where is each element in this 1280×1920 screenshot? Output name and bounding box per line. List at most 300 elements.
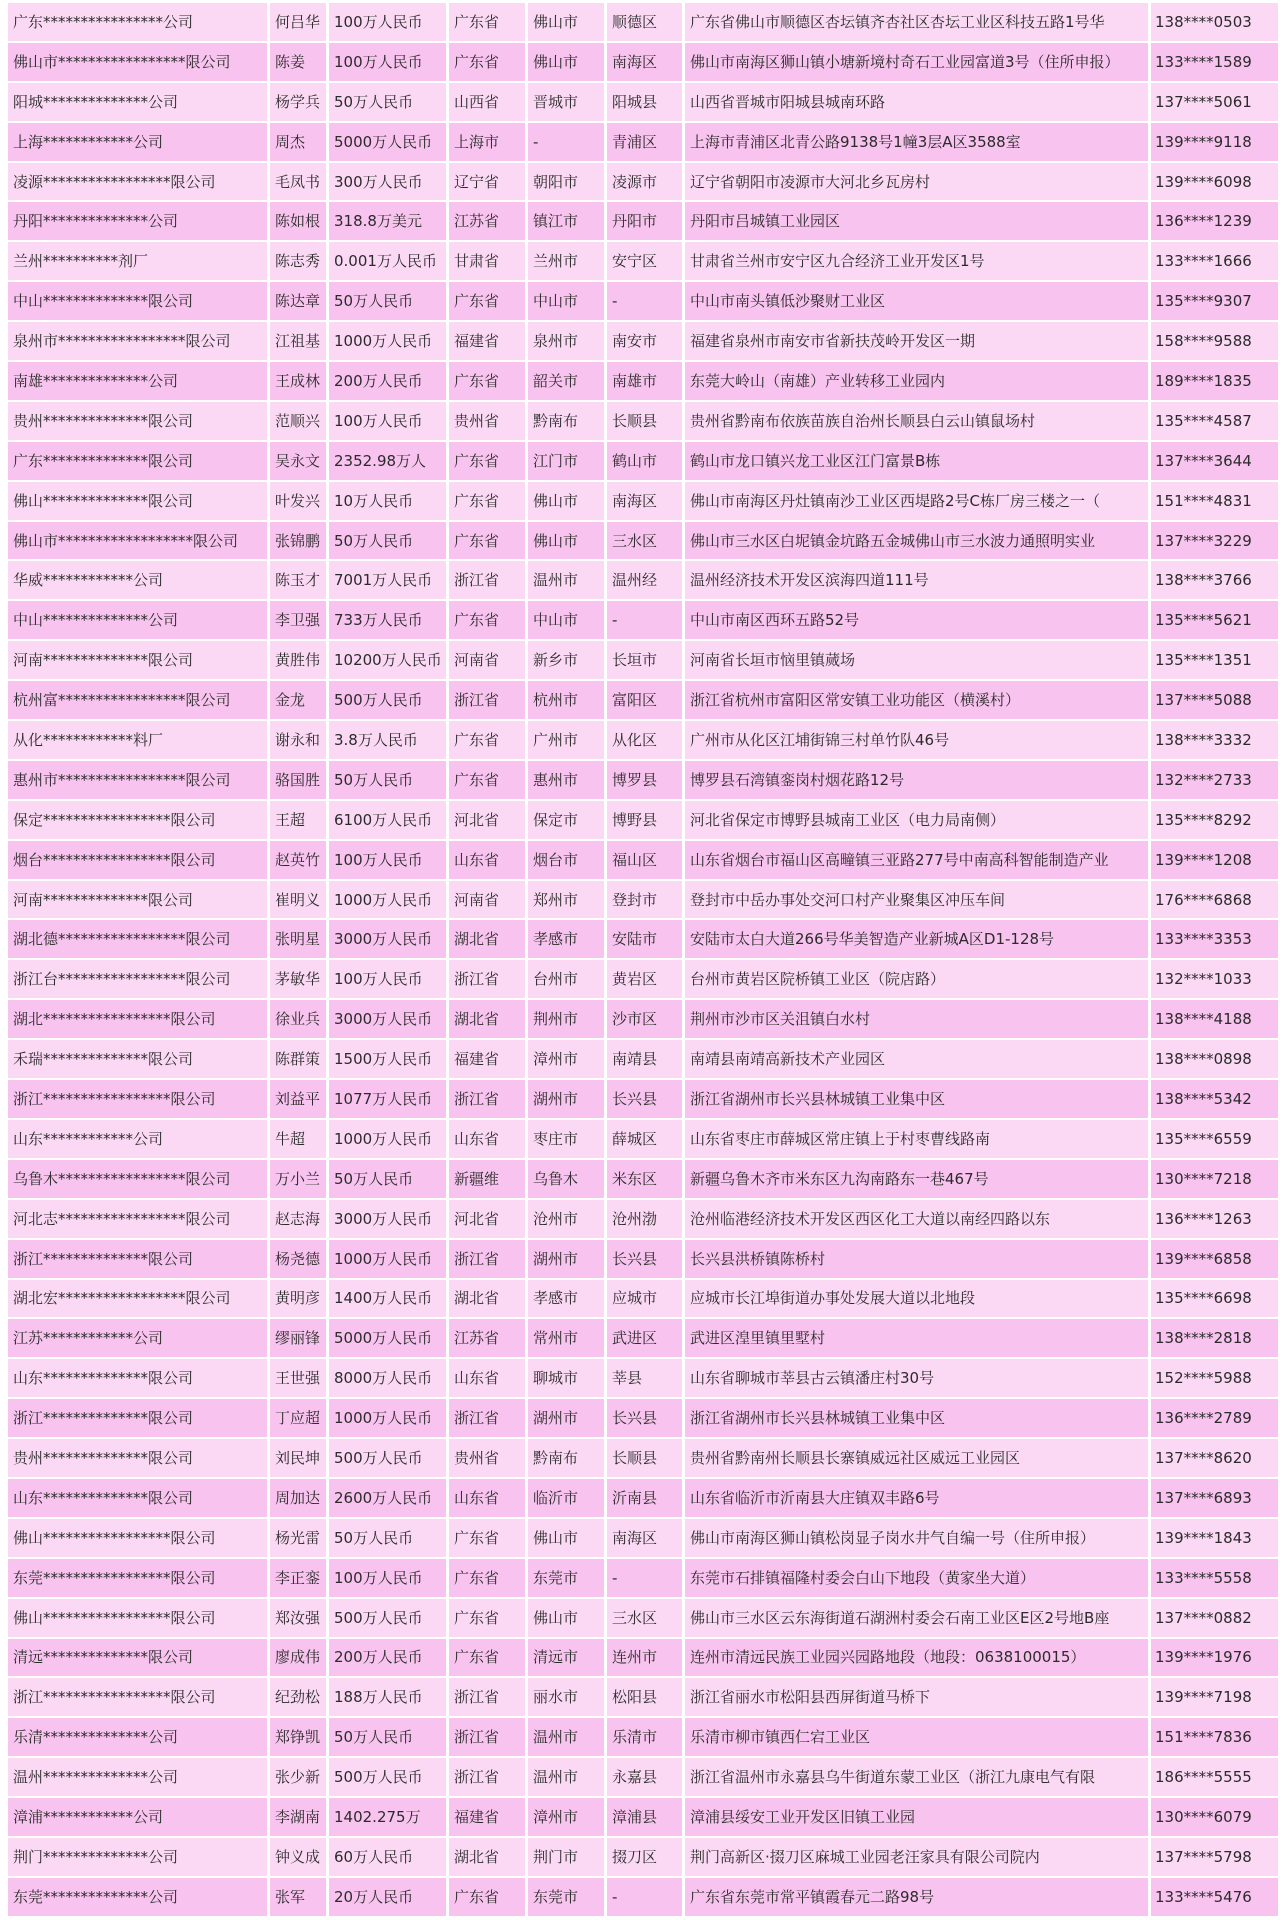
registered-capital-cell: 100万人民币 <box>329 3 446 41</box>
district-cell: 长顺县 <box>607 1439 682 1477</box>
legal-person-cell: 杨尧德 <box>270 1240 326 1278</box>
district-cell: - <box>607 1878 682 1916</box>
legal-person-cell: 赵英竹 <box>270 841 326 879</box>
registered-capital-cell: 1000万人民币 <box>329 322 446 360</box>
table-row <box>8 920 1278 958</box>
company-name-cell: 清远**************限公司 <box>8 1639 267 1677</box>
registered-capital-cell: 10200万人民币 <box>329 641 446 679</box>
phone-cell: 138****4188 <box>1151 1000 1278 1038</box>
district-cell: 丹阳市 <box>607 202 682 240</box>
city-cell: 中山市 <box>528 282 604 320</box>
registered-capital-cell: 5000万人民币 <box>329 123 446 161</box>
phone-cell: 133****1589 <box>1151 43 1278 81</box>
registered-capital-cell: 3000万人民币 <box>329 1200 446 1238</box>
registered-capital-cell: 50万人民币 <box>329 522 446 560</box>
company-name-cell: 中山**************限公司 <box>8 282 267 320</box>
registered-capital-cell: 5000万人民币 <box>329 1319 446 1357</box>
province-cell: 广东省 <box>449 1639 525 1677</box>
district-cell: 温州经 <box>607 561 682 599</box>
table-row <box>8 1479 1278 1517</box>
district-cell: 顺德区 <box>607 3 682 41</box>
phone-cell: 139****1843 <box>1151 1519 1278 1557</box>
district-cell: 应城市 <box>607 1280 682 1318</box>
registered-capital-cell: 500万人民币 <box>329 1758 446 1796</box>
district-cell: 南雄市 <box>607 362 682 400</box>
province-cell: 福建省 <box>449 322 525 360</box>
company-name-cell: 从化************料厂 <box>8 721 267 759</box>
company-name-cell: 山东**************限公司 <box>8 1479 267 1517</box>
table-row <box>8 3 1278 41</box>
registered-capital-cell: 60万人民币 <box>329 1838 446 1876</box>
registered-capital-cell: 1000万人民币 <box>329 1120 446 1158</box>
company-name-cell: 禾瑞**************限公司 <box>8 1040 267 1078</box>
phone-cell: 130****7218 <box>1151 1160 1278 1198</box>
province-cell: 福建省 <box>449 1798 525 1836</box>
legal-person-cell: 王世强 <box>270 1359 326 1397</box>
phone-cell: 137****8620 <box>1151 1439 1278 1477</box>
company-name-cell: 东莞*****************限公司 <box>8 1559 267 1597</box>
registered-capital-cell: 1000万人民币 <box>329 881 446 919</box>
legal-person-cell: 杨学兵 <box>270 83 326 121</box>
address-cell: 佛山市南海区狮山镇小塘新境村奇石工业园富道3号（住所申报） <box>685 43 1148 81</box>
registered-capital-cell: 50万人民币 <box>329 83 446 121</box>
phone-cell: 133****3353 <box>1151 920 1278 958</box>
table-row <box>8 1718 1278 1756</box>
district-cell: 薛城区 <box>607 1120 682 1158</box>
legal-person-cell: 金龙 <box>270 681 326 719</box>
table-row <box>8 1798 1278 1836</box>
province-cell: 贵州省 <box>449 1439 525 1477</box>
table-row <box>8 1280 1278 1318</box>
province-cell: 广东省 <box>449 43 525 81</box>
phone-cell: 139****6858 <box>1151 1240 1278 1278</box>
table-row <box>8 1599 1278 1637</box>
province-cell: 山西省 <box>449 83 525 121</box>
table-row <box>8 1439 1278 1477</box>
company-name-cell: 阳城**************公司 <box>8 83 267 121</box>
address-cell: 丹阳市吕城镇工业园区 <box>685 202 1148 240</box>
company-name-cell: 佛山*****************限公司 <box>8 1519 267 1557</box>
phone-cell: 135****1351 <box>1151 641 1278 679</box>
address-cell: 长兴县洪桥镇陈桥村 <box>685 1240 1148 1278</box>
registered-capital-cell: 50万人民币 <box>329 1519 446 1557</box>
city-cell: 孝感市 <box>528 1280 604 1318</box>
district-cell: 长兴县 <box>607 1399 682 1437</box>
phone-cell: 136****1263 <box>1151 1200 1278 1238</box>
legal-person-cell: 王成林 <box>270 362 326 400</box>
city-cell: 临沂市 <box>528 1479 604 1517</box>
legal-person-cell: 缪丽锋 <box>270 1319 326 1357</box>
phone-cell: 136****2789 <box>1151 1399 1278 1437</box>
table-row <box>8 1160 1278 1198</box>
registered-capital-cell: 733万人民币 <box>329 601 446 639</box>
table-row <box>8 1399 1278 1437</box>
address-cell: 山东省烟台市福山区高疃镇三亚路277号中南高科智能制造产业 <box>685 841 1148 879</box>
legal-person-cell: 王超 <box>270 801 326 839</box>
table-row <box>8 841 1278 879</box>
city-cell: 沧州市 <box>528 1200 604 1238</box>
table-row <box>8 1240 1278 1278</box>
phone-cell: 186****5555 <box>1151 1758 1278 1796</box>
registered-capital-cell: 100万人民币 <box>329 841 446 879</box>
district-cell: 长兴县 <box>607 1080 682 1118</box>
phone-cell: 137****5798 <box>1151 1838 1278 1876</box>
registered-capital-cell: 300万人民币 <box>329 163 446 201</box>
company-table-body <box>8 3 1278 1916</box>
table-row <box>8 601 1278 639</box>
address-cell: 中山市南头镇低沙聚财工业区 <box>685 282 1148 320</box>
district-cell: 松阳县 <box>607 1678 682 1716</box>
phone-cell: 138****3332 <box>1151 721 1278 759</box>
legal-person-cell: 张军 <box>270 1878 326 1916</box>
address-cell: 佛山市南海区丹灶镇南沙工业区西堤路2号C栋厂房三楼之一（ <box>685 482 1148 520</box>
city-cell: 佛山市 <box>528 1599 604 1637</box>
district-cell: 安宁区 <box>607 242 682 280</box>
phone-cell: 139****7198 <box>1151 1678 1278 1716</box>
city-cell: 韶关市 <box>528 362 604 400</box>
province-cell: 浙江省 <box>449 1718 525 1756</box>
company-name-cell: 乐清**************公司 <box>8 1718 267 1756</box>
company-name-cell: 河南**************限公司 <box>8 641 267 679</box>
province-cell: 广东省 <box>449 362 525 400</box>
district-cell: 沧州渤 <box>607 1200 682 1238</box>
address-cell: 广东省佛山市顺德区杏坛镇齐杏社区杏坛工业区科技五路1号华 <box>685 3 1148 41</box>
city-cell: 漳州市 <box>528 1040 604 1078</box>
registered-capital-cell: 1000万人民币 <box>329 1240 446 1278</box>
legal-person-cell: 陈达章 <box>270 282 326 320</box>
phone-cell: 158****9588 <box>1151 322 1278 360</box>
phone-cell: 135****9307 <box>1151 282 1278 320</box>
city-cell: 广州市 <box>528 721 604 759</box>
city-cell: 佛山市 <box>528 1519 604 1557</box>
phone-cell: 133****1666 <box>1151 242 1278 280</box>
province-cell: 广东省 <box>449 1519 525 1557</box>
legal-person-cell: 万小兰 <box>270 1160 326 1198</box>
district-cell: 长顺县 <box>607 402 682 440</box>
district-cell: 博罗县 <box>607 761 682 799</box>
city-cell: 黔南布 <box>528 402 604 440</box>
table-row <box>8 960 1278 998</box>
city-cell: 新乡市 <box>528 641 604 679</box>
phone-cell: 130****6079 <box>1151 1798 1278 1836</box>
phone-cell: 135****5621 <box>1151 601 1278 639</box>
phone-cell: 138****5342 <box>1151 1080 1278 1118</box>
legal-person-cell: 骆国胜 <box>270 761 326 799</box>
company-name-cell: 贵州**************限公司 <box>8 1439 267 1477</box>
phone-cell: 135****4587 <box>1151 402 1278 440</box>
table-row <box>8 1838 1278 1876</box>
registered-capital-cell: 100万人民币 <box>329 1559 446 1597</box>
company-name-cell: 浙江**************限公司 <box>8 1399 267 1437</box>
phone-cell: 138****0898 <box>1151 1040 1278 1078</box>
phone-cell: 135****8292 <box>1151 801 1278 839</box>
city-cell: 晋城市 <box>528 83 604 121</box>
company-name-cell: 湖北德*****************限公司 <box>8 920 267 958</box>
province-cell: 辽宁省 <box>449 163 525 201</box>
registered-capital-cell: 500万人民币 <box>329 1439 446 1477</box>
district-cell: 富阳区 <box>607 681 682 719</box>
city-cell: 枣庄市 <box>528 1120 604 1158</box>
company-name-cell: 佛山*****************限公司 <box>8 1599 267 1637</box>
company-name-cell: 保定*****************限公司 <box>8 801 267 839</box>
legal-person-cell: 周杰 <box>270 123 326 161</box>
company-name-cell: 杭州富*****************限公司 <box>8 681 267 719</box>
registered-capital-cell: 3.8万人民币 <box>329 721 446 759</box>
address-cell: 应城市长江埠街道办事处发展大道以北地段 <box>685 1280 1148 1318</box>
district-cell: - <box>607 601 682 639</box>
registered-capital-cell: 6100万人民币 <box>329 801 446 839</box>
district-cell: 青浦区 <box>607 123 682 161</box>
legal-person-cell: 何吕华 <box>270 3 326 41</box>
phone-cell: 136****1239 <box>1151 202 1278 240</box>
province-cell: 河南省 <box>449 881 525 919</box>
table-row <box>8 522 1278 560</box>
address-cell: 福建省泉州市南安市省新扶茂岭开发区一期 <box>685 322 1148 360</box>
district-cell: - <box>607 282 682 320</box>
company-name-cell: 广东**************限公司 <box>8 442 267 480</box>
address-cell: 温州经济技术开发区滨海四道111号 <box>685 561 1148 599</box>
company-name-cell: 漳浦************公司 <box>8 1798 267 1836</box>
district-cell: 掇刀区 <box>607 1838 682 1876</box>
company-name-cell: 河北志*****************限公司 <box>8 1200 267 1238</box>
address-cell: 河南省长垣市恼里镇蒇场 <box>685 641 1148 679</box>
city-cell: 郑州市 <box>528 881 604 919</box>
phone-cell: 132****2733 <box>1151 761 1278 799</box>
province-cell: 山东省 <box>449 1120 525 1158</box>
district-cell: 南海区 <box>607 43 682 81</box>
district-cell: 南靖县 <box>607 1040 682 1078</box>
address-cell: 佛山市三水区云东海街道石湖洲村委会石南工业区E区2号地B座 <box>685 1599 1148 1637</box>
company-name-cell: 佛山**************限公司 <box>8 482 267 520</box>
table-row <box>8 1319 1278 1357</box>
legal-person-cell: 黄明彦 <box>270 1280 326 1318</box>
company-name-cell: 上海************公司 <box>8 123 267 161</box>
registered-capital-cell: 0.001万人民币 <box>329 242 446 280</box>
city-cell: 温州市 <box>528 1758 604 1796</box>
table-row <box>8 242 1278 280</box>
province-cell: 江苏省 <box>449 202 525 240</box>
province-cell: 甘肃省 <box>449 242 525 280</box>
company-name-cell: 湖北*****************限公司 <box>8 1000 267 1038</box>
registered-capital-cell: 50万人民币 <box>329 282 446 320</box>
table-row <box>8 881 1278 919</box>
phone-cell: 139****1976 <box>1151 1639 1278 1677</box>
table-row <box>8 202 1278 240</box>
address-cell: 博罗县石湾镇銮岗村烟花路12号 <box>685 761 1148 799</box>
company-name-cell: 浙江*****************限公司 <box>8 1678 267 1716</box>
legal-person-cell: 杨光雷 <box>270 1519 326 1557</box>
phone-cell: 151****4831 <box>1151 482 1278 520</box>
province-cell: 浙江省 <box>449 1240 525 1278</box>
province-cell: 广东省 <box>449 282 525 320</box>
city-cell: 东莞市 <box>528 1559 604 1597</box>
company-name-cell: 乌鲁木*****************限公司 <box>8 1160 267 1198</box>
legal-person-cell: 李正銮 <box>270 1559 326 1597</box>
company-name-cell: 兰州**********剂厂 <box>8 242 267 280</box>
legal-person-cell: 黄胜伟 <box>270 641 326 679</box>
company-name-cell: 佛山市*****************限公司 <box>8 43 267 81</box>
district-cell: 从化区 <box>607 721 682 759</box>
table-row <box>8 1359 1278 1397</box>
company-name-cell: 丹阳**************公司 <box>8 202 267 240</box>
province-cell: 福建省 <box>449 1040 525 1078</box>
legal-person-cell: 江祖基 <box>270 322 326 360</box>
phone-cell: 137****6893 <box>1151 1479 1278 1517</box>
legal-person-cell: 毛凤书 <box>270 163 326 201</box>
district-cell: 乐清市 <box>607 1718 682 1756</box>
registered-capital-cell: 50万人民币 <box>329 1718 446 1756</box>
table-row <box>8 1878 1278 1916</box>
phone-cell: 135****6559 <box>1151 1120 1278 1158</box>
address-cell: 河北省保定市博野县城南工业区（电力局南侧） <box>685 801 1148 839</box>
company-name-cell: 中山**************公司 <box>8 601 267 639</box>
province-cell: 河南省 <box>449 641 525 679</box>
city-cell: 惠州市 <box>528 761 604 799</box>
province-cell: 新疆维 <box>449 1160 525 1198</box>
table-row <box>8 83 1278 121</box>
city-cell: 湖州市 <box>528 1399 604 1437</box>
table-row <box>8 561 1278 599</box>
city-cell: 杭州市 <box>528 681 604 719</box>
registered-capital-cell: 200万人民币 <box>329 362 446 400</box>
city-cell: 乌鲁木 <box>528 1160 604 1198</box>
address-cell: 东莞大岭山（南雄）产业转移工业园内 <box>685 362 1148 400</box>
legal-person-cell: 陈如根 <box>270 202 326 240</box>
province-cell: 浙江省 <box>449 1080 525 1118</box>
company-name-cell: 南雄**************公司 <box>8 362 267 400</box>
registered-capital-cell: 500万人民币 <box>329 1599 446 1637</box>
city-cell: 东莞市 <box>528 1878 604 1916</box>
table-row <box>8 362 1278 400</box>
legal-person-cell: 刘民坤 <box>270 1439 326 1477</box>
city-cell: 清远市 <box>528 1639 604 1677</box>
company-name-cell: 惠州市*****************限公司 <box>8 761 267 799</box>
company-name-cell: 浙江*****************限公司 <box>8 1080 267 1118</box>
province-cell: 浙江省 <box>449 561 525 599</box>
company-name-cell: 泉州市*****************限公司 <box>8 322 267 360</box>
district-cell: 博野县 <box>607 801 682 839</box>
legal-person-cell: 张少新 <box>270 1758 326 1796</box>
phone-cell: 135****6698 <box>1151 1280 1278 1318</box>
address-cell: 浙江省杭州市富阳区常安镇工业功能区（横溪村） <box>685 681 1148 719</box>
district-cell: 连州市 <box>607 1639 682 1677</box>
province-cell: 山东省 <box>449 1479 525 1517</box>
legal-person-cell: 陈姜 <box>270 43 326 81</box>
province-cell: 山东省 <box>449 841 525 879</box>
address-cell: 安陆市太白大道266号华美智造产业新城A区D1-128号 <box>685 920 1148 958</box>
legal-person-cell: 李湖南 <box>270 1798 326 1836</box>
phone-cell: 138****3766 <box>1151 561 1278 599</box>
table-row <box>8 1678 1278 1716</box>
address-cell: 上海市青浦区北青公路9138号1幢3层A区3588室 <box>685 123 1148 161</box>
province-cell: 河北省 <box>449 801 525 839</box>
company-name-cell: 浙江台*****************限公司 <box>8 960 267 998</box>
province-cell: 河北省 <box>449 1200 525 1238</box>
phone-cell: 138****0503 <box>1151 3 1278 41</box>
legal-person-cell: 李卫强 <box>270 601 326 639</box>
district-cell: 漳浦县 <box>607 1798 682 1836</box>
district-cell: 登封市 <box>607 881 682 919</box>
table-row <box>8 1758 1278 1796</box>
company-name-cell: 佛山市******************限公司 <box>8 522 267 560</box>
phone-cell: 138****2818 <box>1151 1319 1278 1357</box>
district-cell: 安陆市 <box>607 920 682 958</box>
registered-capital-cell: 2600万人民币 <box>329 1479 446 1517</box>
city-cell: 孝感市 <box>528 920 604 958</box>
table-row <box>8 1120 1278 1158</box>
address-cell: 武进区湟里镇里墅村 <box>685 1319 1148 1357</box>
address-cell: 中山市南区西环五路52号 <box>685 601 1148 639</box>
address-cell: 广州市从化区江埔街锦三村单竹队46号 <box>685 721 1148 759</box>
registered-capital-cell: 1402.275万 <box>329 1798 446 1836</box>
city-cell: 佛山市 <box>528 3 604 41</box>
city-cell: 湖州市 <box>528 1080 604 1118</box>
registered-capital-cell: 50万人民币 <box>329 1160 446 1198</box>
phone-cell: 137****5061 <box>1151 83 1278 121</box>
city-cell: 常州市 <box>528 1319 604 1357</box>
legal-person-cell: 崔明义 <box>270 881 326 919</box>
district-cell: 南海区 <box>607 482 682 520</box>
province-cell: 山东省 <box>449 1359 525 1397</box>
address-cell: 山西省晋城市阳城县城南环路 <box>685 83 1148 121</box>
address-cell: 佛山市三水区白坭镇金坑路五金城佛山市三水波力通照明实业 <box>685 522 1148 560</box>
table-row <box>8 761 1278 799</box>
phone-cell: 189****1835 <box>1151 362 1278 400</box>
district-cell: 永嘉县 <box>607 1758 682 1796</box>
registered-capital-cell: 50万人民币 <box>329 761 446 799</box>
registered-capital-cell: 8000万人民币 <box>329 1359 446 1397</box>
address-cell: 沧州临港经济技术开发区西区化工大道以南经四路以东 <box>685 1200 1148 1238</box>
address-cell: 浙江省湖州市长兴县林城镇工业集中区 <box>685 1080 1148 1118</box>
legal-person-cell: 郑铮凯 <box>270 1718 326 1756</box>
table-row <box>8 681 1278 719</box>
province-cell: 广东省 <box>449 3 525 41</box>
table-row <box>8 163 1278 201</box>
registered-capital-cell: 20万人民币 <box>329 1878 446 1916</box>
company-table <box>5 1 1280 1918</box>
district-cell: 福山区 <box>607 841 682 879</box>
province-cell: 广东省 <box>449 522 525 560</box>
company-name-cell: 温州**************公司 <box>8 1758 267 1796</box>
table-row <box>8 721 1278 759</box>
phone-cell: 152****5988 <box>1151 1359 1278 1397</box>
district-cell: 南海区 <box>607 1519 682 1557</box>
province-cell: 浙江省 <box>449 1758 525 1796</box>
legal-person-cell: 徐业兵 <box>270 1000 326 1038</box>
phone-cell: 139****1208 <box>1151 841 1278 879</box>
legal-person-cell: 谢永和 <box>270 721 326 759</box>
phone-cell: 132****1033 <box>1151 960 1278 998</box>
province-cell: 江苏省 <box>449 1319 525 1357</box>
registered-capital-cell: 500万人民币 <box>329 681 446 719</box>
province-cell: 湖北省 <box>449 920 525 958</box>
table-row <box>8 801 1278 839</box>
province-cell: 湖北省 <box>449 1000 525 1038</box>
legal-person-cell: 周加达 <box>270 1479 326 1517</box>
phone-cell: 151****7836 <box>1151 1718 1278 1756</box>
address-cell: 登封市中岳办事处交河口村产业聚集区冲压车间 <box>685 881 1148 919</box>
address-cell: 甘肃省兰州市安宁区九合经济工业开发区1号 <box>685 242 1148 280</box>
registered-capital-cell: 1077万人民币 <box>329 1080 446 1118</box>
city-cell: 丽水市 <box>528 1678 604 1716</box>
phone-cell: 137****3644 <box>1151 442 1278 480</box>
district-cell: 米东区 <box>607 1160 682 1198</box>
table-row <box>8 641 1278 679</box>
table-row <box>8 1639 1278 1677</box>
registered-capital-cell: 100万人民币 <box>329 960 446 998</box>
table-row <box>8 43 1278 81</box>
phone-cell: 176****6868 <box>1151 881 1278 919</box>
